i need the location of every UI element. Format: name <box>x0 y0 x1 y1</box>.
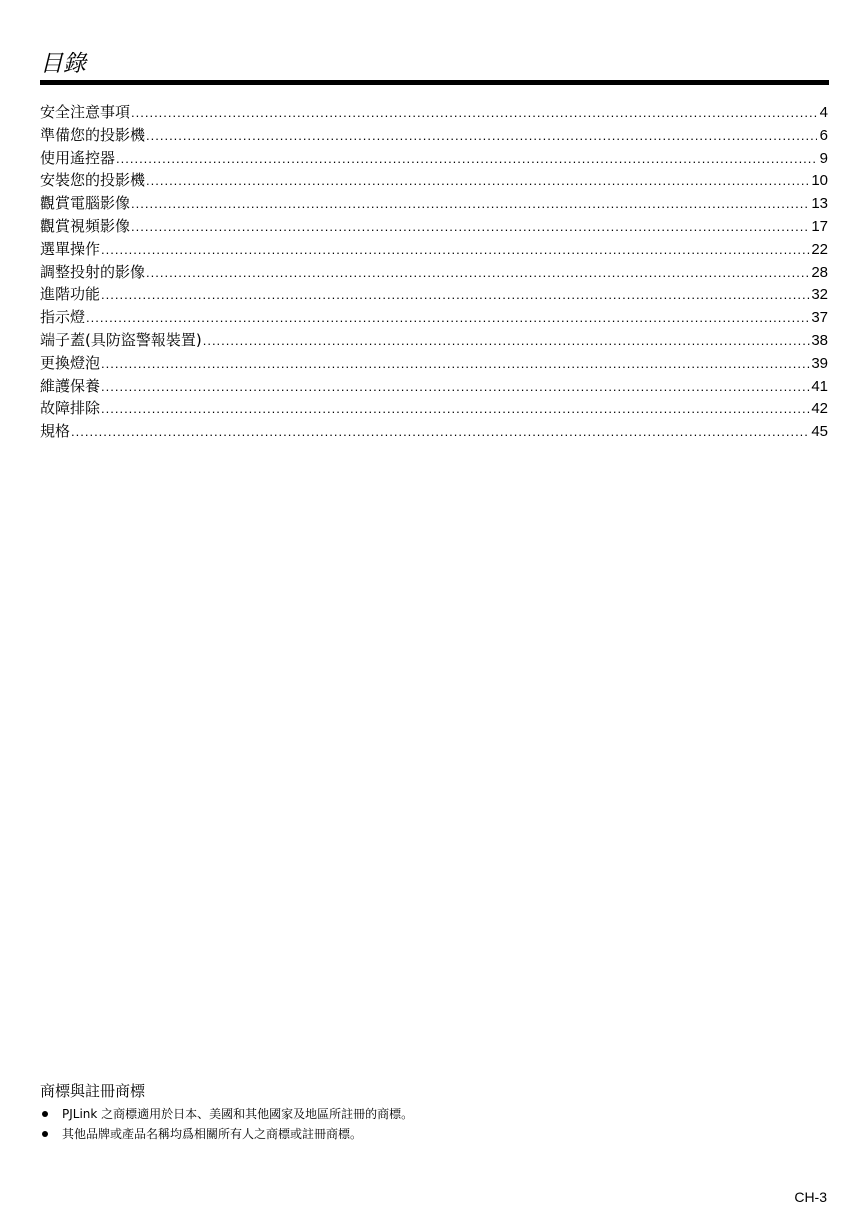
dot-leader <box>101 376 810 399</box>
toc-entry[interactable] <box>40 375 828 398</box>
toc-entry[interactable] <box>40 329 828 352</box>
toc-entry-label: 調整投射的影像 <box>40 262 146 281</box>
trademarks-section <box>40 1080 830 1144</box>
page-number: CH-3 <box>794 1189 827 1205</box>
toc-entry[interactable] <box>40 238 828 261</box>
toc-entry-page: 6 <box>819 126 828 144</box>
toc-entry[interactable] <box>40 215 828 238</box>
toc-entry-label: 進階功能 <box>40 285 101 304</box>
toc-entry-page: 32 <box>811 286 828 304</box>
toc-entry[interactable] <box>40 124 828 147</box>
toc-entry[interactable] <box>40 147 828 170</box>
toc-entry-page: 42 <box>811 400 828 418</box>
toc-entry[interactable] <box>40 283 828 306</box>
toc-entry-page: 38 <box>811 331 828 349</box>
dot-leader <box>146 170 810 193</box>
bullet-icon <box>42 1111 48 1117</box>
toc-entry-page: 22 <box>811 240 828 258</box>
page-title: 目錄 <box>40 51 86 77</box>
list-item <box>40 1124 830 1144</box>
toc-entry-page: 45 <box>811 423 828 441</box>
toc-entry[interactable] <box>40 261 828 284</box>
dot-leader <box>146 262 810 285</box>
toc-entry[interactable] <box>40 352 828 375</box>
toc-entry-label: 準備您的投影機 <box>40 125 146 144</box>
dot-leader <box>131 102 817 125</box>
trademarks-list <box>40 1104 830 1144</box>
dot-leader <box>146 125 817 148</box>
toc-entry-label: 故障排除 <box>40 399 101 418</box>
toc-entry-label: 維護保養 <box>40 376 101 395</box>
toc-entry[interactable] <box>40 420 828 443</box>
toc-entry-page: 37 <box>811 309 828 327</box>
toc-entry-label: 安全注意事項 <box>40 103 131 121</box>
table-of-contents <box>40 101 828 443</box>
trademarks-heading: 商標與註冊商標 <box>40 1082 146 1100</box>
toc-entry-label: 觀賞視頻影像 <box>40 216 131 235</box>
list-item <box>40 1104 830 1124</box>
toc-entry-label: 端子蓋(具防盜警報裝置) <box>40 330 202 349</box>
toc-entry-label: 規格 <box>40 422 71 441</box>
toc-entry-page: 39 <box>811 354 828 372</box>
dot-leader <box>116 148 817 171</box>
dot-leader <box>101 239 810 262</box>
trademark-text: 其他品牌或產品名稱均爲相關所有人之商標或註冊商標。 <box>62 1127 363 1141</box>
dot-leader <box>101 398 810 421</box>
toc-entry-page: 10 <box>811 172 828 190</box>
toc-entry-label: 選單操作 <box>40 239 101 258</box>
toc-entry[interactable] <box>40 169 828 192</box>
toc-entry-page: 41 <box>811 377 828 395</box>
dot-leader <box>131 193 810 216</box>
toc-entry-page: 4 <box>819 104 828 121</box>
toc-entry-label: 觀賞電腦影像 <box>40 194 131 213</box>
toc-entry-label: 使用遙控器 <box>40 148 116 167</box>
dot-leader <box>131 216 810 239</box>
toc-entry-page: 17 <box>811 217 828 235</box>
toc-entry-label: 安裝您的投影機 <box>40 171 146 190</box>
toc-entry-page: 28 <box>811 263 828 281</box>
toc-entry[interactable] <box>40 192 828 215</box>
toc-entry[interactable] <box>40 306 828 329</box>
dot-leader <box>203 330 811 353</box>
toc-entry[interactable] <box>40 101 828 124</box>
bullet-icon <box>42 1131 48 1137</box>
toc-entry-label: 指示燈 <box>40 308 86 327</box>
dot-leader <box>86 307 810 330</box>
dot-leader <box>101 284 810 307</box>
toc-entry[interactable] <box>40 397 828 420</box>
toc-entry-page: 13 <box>811 195 828 213</box>
trademark-text: PJLink 之商標適用於日本、美國和其他國家及地區所註冊的商標。 <box>62 1107 414 1121</box>
toc-entry-label: 更換燈泡 <box>40 353 101 372</box>
title-divider <box>40 80 829 85</box>
toc-entry-page: 9 <box>819 149 828 167</box>
dot-leader <box>101 353 810 376</box>
dot-leader <box>71 421 810 444</box>
